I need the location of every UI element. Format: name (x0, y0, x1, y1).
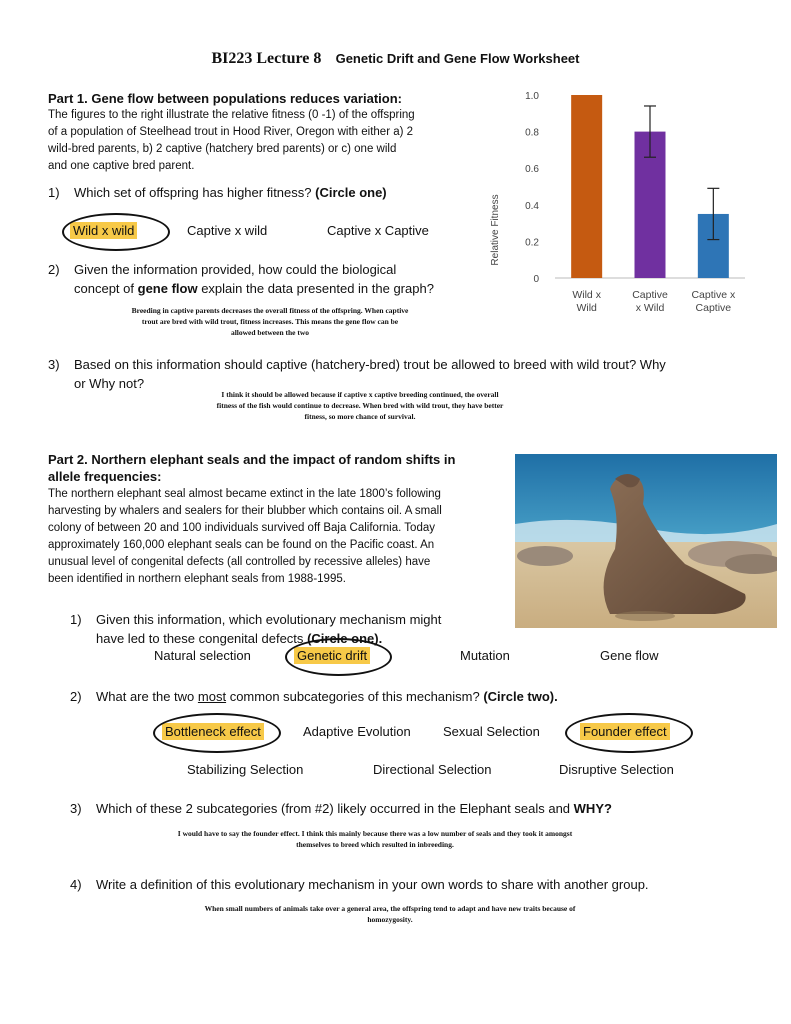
y-tick-label: 0.6 (525, 164, 539, 176)
x-tick-label: Wild x (572, 289, 601, 301)
option-label: Founder effect (580, 723, 670, 740)
y-tick-label: 0.4 (525, 200, 539, 212)
answer-line: trout are bred with wild trout, fitness increases. This means the gene flow can be (141, 317, 399, 326)
answer-q4-part2 (120, 903, 660, 925)
question-text: Given the information provided, how could the biological (74, 262, 397, 277)
option-label: Wild x wild (70, 222, 137, 239)
x-tick-label: Captive x (691, 289, 736, 301)
intro-line: and one captive bred parent. (48, 160, 195, 172)
worksheet-title: Genetic Drift and Gene Flow Worksheet (335, 51, 580, 66)
y-tick-label: 1.0 (525, 91, 539, 102)
intro-line: colony of between 20 and 100 individuals survived off Baja California. Today (48, 522, 435, 534)
y-axis-label: Relative Fitness (490, 194, 501, 266)
part2-heading (48, 451, 498, 485)
intro-line: The figures to the right illustrate the relative fitness (0 -1) of the offspring (48, 109, 415, 121)
answer-circle (285, 638, 392, 676)
answer-line: themselves to breed which resulted in inbreeding. (296, 840, 454, 849)
part1-question-2 (48, 260, 488, 298)
x-tick-label: Captive (632, 289, 668, 301)
question-emphasis: gene flow (137, 281, 198, 296)
question-text: Which set of offspring has higher fitness? (74, 185, 312, 200)
intro-line: wild-bred parents, b) 2 captive (hatchery bred parents) or c) one wild (48, 143, 397, 155)
question-instruction: (Circle one). (307, 631, 383, 646)
option-label: Genetic drift (294, 647, 370, 664)
question-text: or Why not? (74, 376, 145, 391)
course-title: BI223 Lecture 8 (211, 50, 322, 67)
answer-q2 (60, 305, 480, 338)
x-tick-label: Wild (576, 302, 597, 314)
question-text: have led to these congenital defects (96, 631, 304, 646)
question-number: 4) (70, 877, 82, 892)
answer-line: I think it should be allowed because if captive x captive breeding continued, the overall (221, 390, 499, 399)
y-tick-label: 0.2 (525, 237, 539, 249)
option-captive-x-captive[interactable]: Captive x Captive (327, 223, 429, 238)
part2-question-4 (70, 875, 770, 894)
part2-question-1 (70, 610, 530, 648)
option-directional-selection[interactable]: Directional Selection (373, 762, 492, 777)
page-title (0, 50, 791, 68)
part1-intro (48, 107, 488, 175)
heading-line: allele frequencies: (48, 469, 162, 484)
option-gene-flow[interactable]: Gene flow (600, 648, 659, 663)
question-text: Which of these 2 subcategories (from #2) likely occurred in the Elephant seals and (96, 801, 571, 816)
question-number: 2) (70, 689, 82, 704)
bar (571, 95, 602, 278)
option-stabilizing-selection[interactable]: Stabilizing Selection (187, 762, 304, 777)
question-number: 1) (70, 612, 82, 627)
question-text: Given this information, which evolutionary mechanism might (96, 612, 442, 627)
option-label: Bottleneck effect (162, 723, 264, 740)
answer-line: Breeding in captive parents decreases the overall fitness of the offspring. When captive (131, 306, 409, 315)
part2-question-2 (70, 687, 770, 706)
question-instruction: (Circle two). (483, 689, 558, 704)
option-sexual-selection[interactable]: Sexual Selection (443, 724, 540, 739)
y-tick-label: 0.8 (525, 127, 539, 139)
part2-intro (48, 486, 508, 588)
question-text: concept of (74, 281, 134, 296)
answer-line: When small numbers of animals take over a general area, the offspring tend to adapt and have new traits because of (204, 904, 576, 913)
answer-circle (62, 213, 170, 251)
answer-line: I would have to say the founder effect. I think this mainly because there was a low number of seals and they took it amongst (177, 829, 573, 838)
y-tick-label: 0 (533, 274, 539, 285)
intro-line: harvesting by whalers and sealers for their blubber which contains oil. A small (48, 505, 442, 517)
question-number: 2) (48, 262, 60, 277)
answer-line: homozygosity. (367, 915, 413, 924)
question-emphasis: most (197, 689, 227, 704)
option-disruptive-selection[interactable]: Disruptive Selection (559, 762, 674, 777)
question-text: What are the two (96, 689, 195, 704)
question-number: 3) (48, 357, 60, 372)
intro-line: unusual level of congenital defects (all controlled by recessive alleles) have (48, 556, 431, 568)
question-text: Write a definition of this evolutionary mechanism in your own words to share with another group. (96, 877, 649, 892)
x-tick-label: Captive (695, 302, 732, 314)
intro-line: approximately 160,000 elephant seals can be found on the Pacific coast. An (48, 539, 435, 551)
question-text: explain the data presented in the graph? (201, 281, 434, 296)
question-text: Based on this information should captive (hatchery-bred) trout be allowed to breed with wild trout? Why (74, 357, 666, 372)
question-number: 3) (70, 801, 82, 816)
answer-line: fitness of the fish would continue to decrease. When bred with wild trout, they have better (216, 401, 504, 410)
answer-line: allowed between the two (230, 328, 310, 337)
heading-line: Part 2. Northern elephant seals and the impact of random shifts in (48, 452, 456, 467)
intro-line: of a population of Steelhead trout in Hood River, Oregon with either a) 2 (48, 126, 414, 138)
fitness-bar-chart (485, 80, 775, 320)
answer-circle (153, 713, 281, 753)
option-natural-selection[interactable]: Natural selection (154, 648, 251, 663)
question-instruction: (Circle one) (315, 185, 387, 200)
answer-q3 (150, 389, 570, 422)
x-tick-label: x Wild (635, 302, 665, 314)
question-emphasis: WHY? (573, 801, 612, 816)
part1-heading: Part 1. Gene flow between populations reduces variation: (48, 91, 402, 106)
answer-circle (565, 713, 693, 753)
intro-line: The northern elephant seal almost became extinct in the late 1800’s following (48, 488, 441, 500)
option-adaptive-evolution[interactable]: Adaptive Evolution (303, 724, 411, 739)
intro-line: been identified in northern elephant seals from 1988-1995. (48, 573, 346, 585)
part2-question-3 (70, 799, 770, 818)
answer-line: fitness, so more chance of survival. (304, 412, 416, 421)
option-mutation[interactable]: Mutation (460, 648, 510, 663)
answer-q3-part2 (95, 828, 655, 850)
option-captive-x-wild[interactable]: Captive x wild (187, 223, 268, 238)
question-number: 1) (48, 185, 60, 200)
elephant-seal-photo (515, 454, 777, 628)
question-text: common subcategories of this mechanism? (229, 689, 480, 704)
part1-question-3 (48, 355, 768, 393)
part1-question-1 (48, 183, 387, 202)
